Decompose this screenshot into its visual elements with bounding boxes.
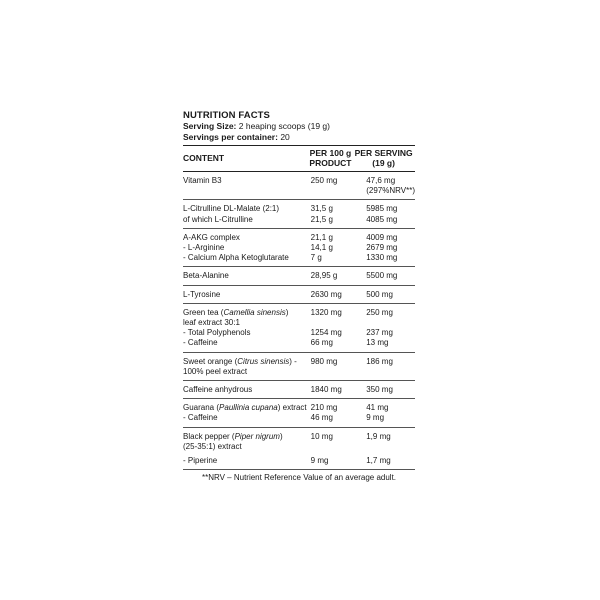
serving-size-label: Serving Size: xyxy=(183,121,237,131)
row-content: Guarana (Paullinia cupana) extract - Caffeine xyxy=(183,399,309,427)
row-per-100g: 2630 mg xyxy=(309,285,353,303)
table-row xyxy=(183,303,415,352)
row-per-100g: 210 mg 46 mg xyxy=(309,399,353,427)
nutrition-title: NUTRITION FACTS xyxy=(183,110,270,121)
row-per-serving: 500 mg xyxy=(352,285,415,303)
row-per-serving: 5500 mg xyxy=(352,267,415,285)
row-per-100g: 21,1 g 14,1 g 7 g xyxy=(309,228,353,267)
row-per-100g: 1320 mg 1254 mg 66 mg xyxy=(309,303,353,352)
nutrition-table xyxy=(183,145,415,470)
row-content: Black pepper (Piper nigrum) (25-35:1) extract - Piperine xyxy=(183,427,309,470)
row-per-100g: 1840 mg xyxy=(309,381,353,399)
row-per-serving: 250 mg 237 mg 13 mg xyxy=(352,303,415,352)
row-content: Green tea (Camellia sinensis) leaf extract 30:1 - Total Polyphenols - Caffeine xyxy=(183,303,309,352)
row-per-serving: 1,9 mg 1,7 mg xyxy=(352,427,415,470)
row-per-100g: 980 mg xyxy=(309,352,353,380)
serving-size-value: 2 heaping scoops (19 g) xyxy=(238,121,330,131)
row-content: Beta-Alanine xyxy=(183,267,309,285)
header-content: CONTENT xyxy=(183,146,309,172)
row-per-100g: 10 mg 9 mg xyxy=(309,427,353,470)
row-content: Vitamin B3 xyxy=(183,172,309,200)
table-row xyxy=(183,228,415,267)
servings-per-container xyxy=(183,132,415,143)
row-per-serving: 41 mg 9 mg xyxy=(352,399,415,427)
row-per-serving: 350 mg xyxy=(352,381,415,399)
table-row xyxy=(183,200,415,228)
row-per-serving: 186 mg xyxy=(352,352,415,380)
servings-value: 20 xyxy=(280,132,290,142)
table-row xyxy=(183,399,415,427)
header-per-serving: PER SERVING (19 g) xyxy=(352,146,415,172)
table-header-row xyxy=(183,146,415,172)
table-row xyxy=(183,381,415,399)
row-per-serving: 47,6 mg (297%NRV**) xyxy=(352,172,415,200)
table-row xyxy=(183,267,415,285)
nutrition-facts-panel xyxy=(183,110,415,483)
row-per-100g: 31,5 g 21,5 g xyxy=(309,200,353,228)
header-per-100g: PER 100 g PRODUCT xyxy=(309,146,353,172)
table-row xyxy=(183,285,415,303)
table-row xyxy=(183,172,415,200)
row-content: L-Citrulline DL-Malate (2:1) of which L-Citrulline xyxy=(183,200,309,228)
row-per-100g: 28,95 g xyxy=(309,267,353,285)
row-per-serving: 4009 mg 2679 mg 1330 mg xyxy=(352,228,415,267)
row-content: Sweet orange (Citrus sinensis) - 100% peel extract xyxy=(183,352,309,380)
row-content: A-AKG complex - L-Arginine - Calcium Alpha Ketoglutarate xyxy=(183,228,309,267)
nrv-footnote: **NRV – Nutrient Reference Value of an average adult. xyxy=(201,473,397,483)
serving-size xyxy=(183,121,415,132)
row-content: L-Tyrosine xyxy=(183,285,309,303)
table-row xyxy=(183,352,415,380)
servings-label: Servings per container: xyxy=(183,132,278,142)
row-per-100g: 250 mg xyxy=(309,172,353,200)
row-content: Caffeine anhydrous xyxy=(183,381,309,399)
table-row xyxy=(183,427,415,470)
row-per-serving: 5985 mg 4085 mg xyxy=(352,200,415,228)
